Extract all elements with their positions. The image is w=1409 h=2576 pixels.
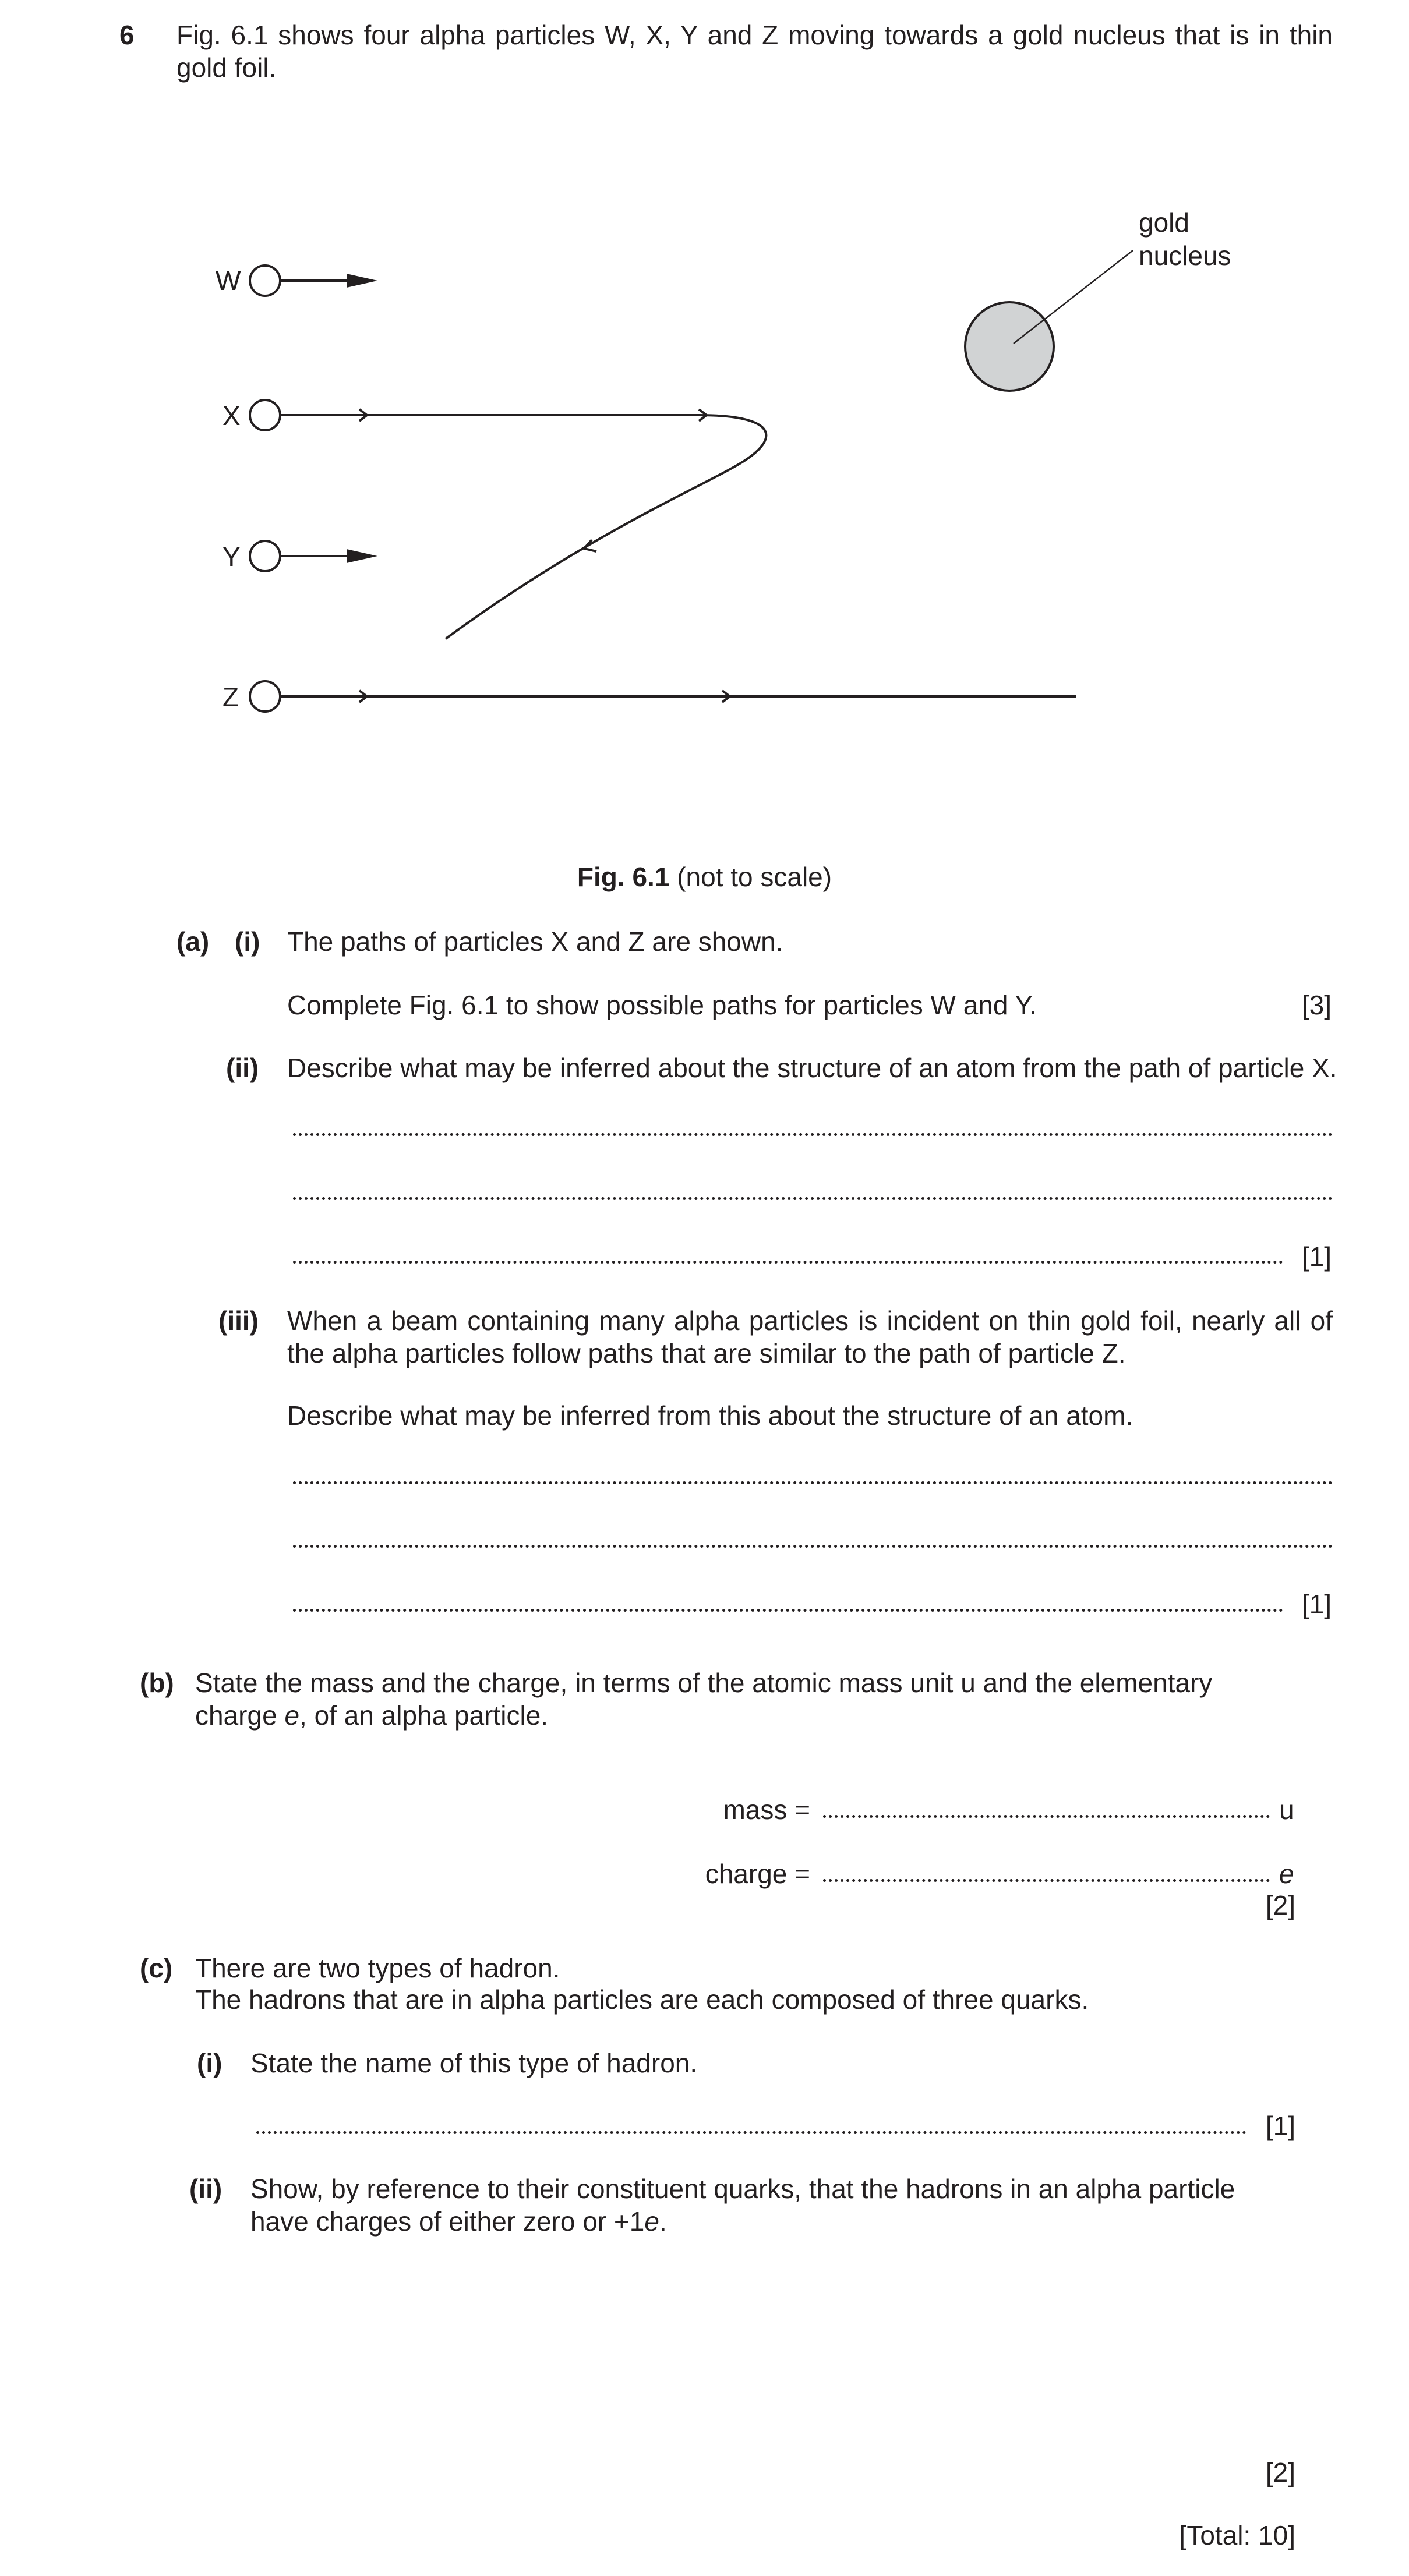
particle-y-icon (250, 541, 280, 571)
part-c-ii-text-pre: Show, by reference to their constituent quarks, that the hadrons in an alpha particle have charges of either zero or +1 (250, 2174, 1235, 2237)
particle-x-label: X (223, 401, 241, 431)
part-b-text (195, 1666, 1296, 1732)
mass-unit: u (1279, 1795, 1294, 1825)
figure-caption-bold: Fig. 6.1 (577, 862, 670, 892)
answer-line-a-iii-2[interactable] (293, 1545, 1333, 1548)
part-b-marks: [2] (1265, 1890, 1295, 1920)
particle-x-path (280, 415, 766, 639)
question-intro: Fig. 6.1 shows four alpha particles W, X, Y and Z moving towards a gold nucleus that is in thin gold foil. (176, 20, 1333, 83)
charge-label: charge = (705, 1859, 810, 1889)
charge-unit: e (1279, 1859, 1294, 1889)
part-c-text2: The hadrons that are in alpha particles are each composed of three quarks. (195, 1984, 1089, 2015)
part-a-label: (a) (176, 926, 210, 957)
part-c-text1: There are two types of hadron. (195, 1953, 560, 1983)
answer-line-a-ii-1[interactable] (293, 1133, 1333, 1136)
part-a-ii-marks: [1] (1301, 1241, 1332, 1272)
part-a-iii-marks: [1] (1301, 1589, 1332, 1619)
part-a-i-label: (i) (235, 926, 260, 957)
part-a-iii-text1: When a beam containing many alpha particles is incident on thin gold foil, nearly all of the alpha particles follow paths that are similar to the path of particle Z. (287, 1305, 1333, 1368)
nucleus-label-line2: nucleus (1139, 240, 1231, 271)
figure-caption-rest: (not to scale) (669, 862, 832, 892)
gold-nucleus (965, 302, 1054, 391)
part-b-label: (b) (140, 1668, 174, 1698)
part-b-text-pre: State the mass and the charge, in terms of the atomic mass unit u and the elementary charge (195, 1668, 1213, 1731)
part-c-i-label: (i) (197, 2048, 223, 2078)
particle-x-icon (250, 400, 280, 430)
particle-w-label: W (216, 266, 241, 296)
particle-z-icon (250, 681, 280, 712)
answer-line-a-ii-2[interactable] (293, 1197, 1333, 1200)
answer-line-c-i[interactable] (256, 2131, 1246, 2134)
figure-6-1 (0, 175, 1409, 757)
charge-answer-line[interactable] (823, 1879, 1270, 1882)
figure-caption (0, 861, 1409, 893)
answer-line-a-iii-1[interactable] (293, 1481, 1333, 1484)
nucleus-leader-line (1014, 250, 1133, 344)
part-a-iii-label: (iii) (218, 1305, 259, 1336)
part-c-ii-text-e: e (644, 2206, 659, 2237)
part-a-ii-text: Describe what may be inferred about the structure of an atom from the path of particle X. (287, 1053, 1337, 1083)
question-number: 6 (119, 20, 135, 50)
part-b-text-post: , of an alpha particle. (299, 1700, 549, 1731)
part-c-ii-marks: [2] (1265, 2457, 1295, 2487)
mass-answer-line[interactable] (823, 1815, 1270, 1818)
part-b-text-e: e (284, 1700, 300, 1731)
part-c-i-marks: [1] (1265, 2111, 1295, 2141)
particle-z-label: Z (223, 682, 239, 712)
part-a-i-text2: Complete Fig. 6.1 to show possible paths for particles W and Y. (287, 990, 1037, 1020)
particle-w-arrowhead (347, 274, 377, 288)
answer-line-a-ii-3[interactable] (293, 1261, 1283, 1264)
part-a-ii-label: (ii) (226, 1053, 259, 1083)
part-c-ii-text (250, 2172, 1296, 2238)
part-c-i-text: State the name of this type of hadron. (250, 2048, 698, 2078)
nucleus-label-line1: gold (1139, 207, 1189, 238)
part-c-ii-label: (ii) (189, 2174, 223, 2204)
part-a-iii-text2: Describe what may be inferred from this about the structure of an atom. (287, 1400, 1133, 1431)
part-c-ii-text-post: . (659, 2206, 667, 2237)
mass-label: mass = (723, 1795, 810, 1825)
particle-y-arrowhead (347, 549, 377, 563)
answer-line-a-iii-3[interactable] (293, 1609, 1283, 1612)
part-a-i-marks: [3] (1301, 990, 1332, 1020)
part-c-label: (c) (140, 1953, 173, 1983)
total-marks: [Total: 10] (1179, 2520, 1295, 2550)
particle-y-label: Y (223, 542, 241, 572)
part-a-i-text1: The paths of particles X and Z are shown. (287, 926, 783, 957)
particle-w-icon (250, 266, 280, 296)
